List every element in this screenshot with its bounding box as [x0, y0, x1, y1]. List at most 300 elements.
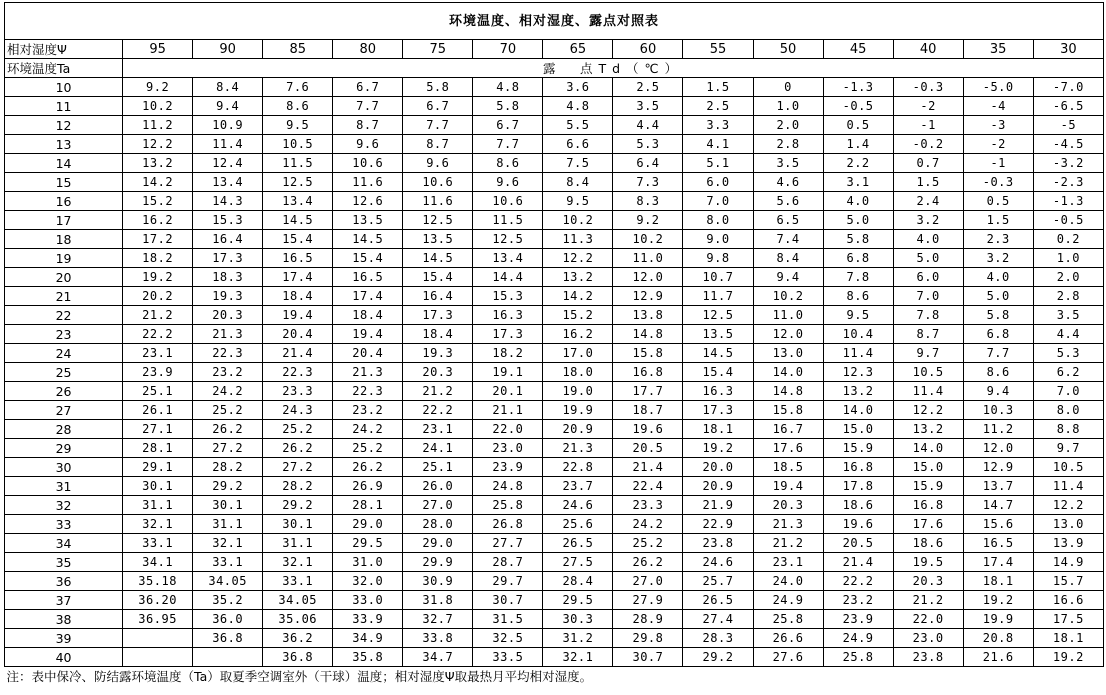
dew-point-cell: 6.8: [963, 325, 1033, 344]
humidity-header-cell: 30: [1033, 40, 1103, 59]
dew-point-cell: 29.1: [123, 458, 193, 477]
dew-point-cell: 12.4: [193, 154, 263, 173]
dew-point-cell: 7.8: [823, 268, 893, 287]
dew-point-cell: 15.2: [123, 192, 193, 211]
dew-point-cell: -0.3: [893, 78, 963, 97]
dew-point-cell: 11.4: [823, 344, 893, 363]
dew-point-cell: 13.2: [823, 382, 893, 401]
dew-point-cell: 20.9: [683, 477, 753, 496]
dew-point-cell: 1.4: [823, 135, 893, 154]
dew-point-cell: 13.2: [543, 268, 613, 287]
dew-point-cell: 19.2: [683, 439, 753, 458]
dew-point-cell: 7.7: [333, 97, 403, 116]
dew-point-cell: 1.0: [1033, 249, 1103, 268]
dew-point-cell: 36.20: [123, 591, 193, 610]
dew-point-cell: 9.4: [753, 268, 823, 287]
dew-point-cell: 18.1: [1033, 629, 1103, 648]
table-row: [5, 420, 1104, 439]
dew-point-cell: 26.0: [403, 477, 473, 496]
dew-point-cell: 32.1: [123, 515, 193, 534]
dew-point-cell: 22.2: [823, 572, 893, 591]
dew-point-cell: 27.1: [123, 420, 193, 439]
dew-point-cell: 7.8: [893, 306, 963, 325]
ambient-temperature-cell: 34: [5, 534, 123, 553]
dew-point-cell: 9.7: [1033, 439, 1103, 458]
dew-point-cell: 19.4: [753, 477, 823, 496]
dew-point-cell: 12.9: [963, 458, 1033, 477]
dew-point-cell: 3.5: [1033, 306, 1103, 325]
dew-point-cell: 3.3: [683, 116, 753, 135]
dew-point-cell: 15.4: [683, 363, 753, 382]
dew-point-cell: 2.5: [683, 97, 753, 116]
dew-point-cell: 11.3: [543, 230, 613, 249]
dew-point-cell: 3.2: [893, 211, 963, 230]
dew-point-cell: 23.9: [123, 363, 193, 382]
dew-point-cell: 35.18: [123, 572, 193, 591]
dew-point-cell: 6.8: [823, 249, 893, 268]
dew-point-cell: 33.5: [473, 648, 543, 667]
dew-point-cell: 24.6: [683, 553, 753, 572]
dew-point-cell: 2.0: [1033, 268, 1103, 287]
dew-point-cell: 5.8: [473, 97, 543, 116]
ambient-temperature-cell: 14: [5, 154, 123, 173]
dew-point-cell: 22.2: [123, 325, 193, 344]
dew-point-cell: 26.9: [333, 477, 403, 496]
dew-point-cell: 24.2: [613, 515, 683, 534]
dew-point-cell: 2.8: [753, 135, 823, 154]
dew-point-cell: 15.3: [473, 287, 543, 306]
dew-point-cell: -0.3: [963, 173, 1033, 192]
dew-point-cell: 26.2: [613, 553, 683, 572]
dew-point-cell: 6.2: [1033, 363, 1103, 382]
dew-point-cell: 24.2: [193, 382, 263, 401]
table-row: [5, 230, 1104, 249]
dew-point-cell: 16.2: [543, 325, 613, 344]
dew-point-cell: 5.6: [753, 192, 823, 211]
dew-point-cell: 20.3: [753, 496, 823, 515]
dew-point-cell: 8.4: [753, 249, 823, 268]
dew-point-cell: 2.2: [823, 154, 893, 173]
ambient-temperature-cell: 13: [5, 135, 123, 154]
dew-point-cell: 27.9: [613, 591, 683, 610]
dew-point-cell: 9.4: [193, 97, 263, 116]
dew-point-cell: 13.5: [403, 230, 473, 249]
table-row: [5, 610, 1104, 629]
dew-point-cell: 25.8: [823, 648, 893, 667]
dew-point-cell: -1.3: [823, 78, 893, 97]
dew-point-cell: 23.8: [683, 534, 753, 553]
dew-point-cell: 22.0: [473, 420, 543, 439]
dew-point-cell: 19.3: [403, 344, 473, 363]
dew-point-cell: -3.2: [1033, 154, 1103, 173]
table-row: [5, 382, 1104, 401]
dew-point-cell: 12.0: [613, 268, 683, 287]
dew-point-cell: 17.5: [1033, 610, 1103, 629]
dew-point-cell: 28.7: [473, 553, 543, 572]
dew-point-cell: 14.0: [753, 363, 823, 382]
dew-point-cell: 24.2: [333, 420, 403, 439]
dew-point-cell: 35.06: [263, 610, 333, 629]
dew-point-cell: 9.5: [263, 116, 333, 135]
table-row: [5, 496, 1104, 515]
dew-point-cell: 25.8: [473, 496, 543, 515]
dew-point-cell: 27.2: [263, 458, 333, 477]
dew-point-cell: 29.0: [403, 534, 473, 553]
dew-point-cell: 5.3: [1033, 344, 1103, 363]
ambient-temperature-cell: 24: [5, 344, 123, 363]
dew-point-cell: 34.9: [333, 629, 403, 648]
dew-point-cell: 9.6: [403, 154, 473, 173]
dew-point-cell: 34.1: [123, 553, 193, 572]
dew-point-cell: 23.3: [263, 382, 333, 401]
dew-point-cell: 1.0: [753, 97, 823, 116]
dew-point-cell: 16.5: [333, 268, 403, 287]
dew-point-cell: 23.7: [543, 477, 613, 496]
dew-point-cell: 24.9: [753, 591, 823, 610]
dew-point-cell: 14.5: [333, 230, 403, 249]
dew-point-cell: 29.2: [263, 496, 333, 515]
dew-point-cell: 17.6: [893, 515, 963, 534]
ambient-temperature-cell: 12: [5, 116, 123, 135]
dew-point-cell: 8.8: [1033, 420, 1103, 439]
dew-point-cell: 17.3: [683, 401, 753, 420]
dew-point-cell: -3: [963, 116, 1033, 135]
dew-point-cell: 22.2: [403, 401, 473, 420]
dew-point-cell: 20.4: [263, 325, 333, 344]
dew-point-cell: 29.5: [333, 534, 403, 553]
dew-point-cell: 18.2: [473, 344, 543, 363]
humidity-header-cell: 90: [193, 40, 263, 59]
dew-point-cell: 7.7: [403, 116, 473, 135]
table-row: [5, 211, 1104, 230]
dew-point-cell: 17.4: [963, 553, 1033, 572]
dew-point-cell: 22.3: [333, 382, 403, 401]
table-row: [5, 458, 1104, 477]
dew-point-cell: 32.1: [263, 553, 333, 572]
dew-point-cell: 33.0: [333, 591, 403, 610]
dew-point-cell: 10.5: [263, 135, 333, 154]
dew-point-cell: 29.2: [193, 477, 263, 496]
dew-point-cell: 15.4: [333, 249, 403, 268]
dew-point-cell: 24.9: [823, 629, 893, 648]
dew-point-cell: 14.5: [683, 344, 753, 363]
table-row: [5, 192, 1104, 211]
dew-point-cell: 19.2: [123, 268, 193, 287]
dew-point-cell: 7.7: [963, 344, 1033, 363]
dew-point-cell: 26.2: [193, 420, 263, 439]
dew-point-cell: 12.6: [333, 192, 403, 211]
dew-point-cell: 6.0: [683, 173, 753, 192]
dew-point-cell: 16.5: [963, 534, 1033, 553]
dew-point-cell: 28.1: [333, 496, 403, 515]
dew-point-cell: 4.0: [893, 230, 963, 249]
humidity-header-cell: 45: [823, 40, 893, 59]
dew-point-cell: 28.2: [193, 458, 263, 477]
dew-point-cell: 25.1: [123, 382, 193, 401]
dew-point-cell: 31.1: [193, 515, 263, 534]
dew-point-cell: 18.3: [193, 268, 263, 287]
dew-point-cell: 10.6: [473, 192, 543, 211]
dew-point-cell: -4.5: [1033, 135, 1103, 154]
dew-point-cell: 16.2: [123, 211, 193, 230]
ambient-temperature-cell: 21: [5, 287, 123, 306]
dew-point-cell: 31.0: [333, 553, 403, 572]
humidity-header-cell: 70: [473, 40, 543, 59]
title-row: [5, 3, 1104, 40]
table-row: [5, 97, 1104, 116]
dew-point-cell: 10.6: [403, 173, 473, 192]
dew-point-cell: 17.4: [263, 268, 333, 287]
dew-point-cell: 31.1: [263, 534, 333, 553]
dew-point-cell: 25.2: [193, 401, 263, 420]
dew-point-cell: 3.5: [753, 154, 823, 173]
dew-point-cell: 10.4: [823, 325, 893, 344]
ambient-temperature-cell: 31: [5, 477, 123, 496]
dew-point-cell: 5.0: [823, 211, 893, 230]
dew-point-cell: 17.7: [613, 382, 683, 401]
dew-point-cell: 9.6: [333, 135, 403, 154]
dew-point-cell: 28.9: [613, 610, 683, 629]
dew-point-cell: 14.2: [543, 287, 613, 306]
dew-point-cell: 1.5: [893, 173, 963, 192]
dew-point-cell: 12.2: [123, 135, 193, 154]
dew-point-cell: 18.2: [123, 249, 193, 268]
ambient-temperature-cell: 37: [5, 591, 123, 610]
dew-point-cell: 14.0: [893, 439, 963, 458]
dew-point-cell: 1.5: [963, 211, 1033, 230]
dew-point-cell: 22.3: [263, 363, 333, 382]
dew-point-cell: 23.9: [473, 458, 543, 477]
dew-point-cell: 4.1: [683, 135, 753, 154]
dew-point-cell: 13.5: [683, 325, 753, 344]
dew-point-cell: 21.4: [613, 458, 683, 477]
ambient-temperature-cell: 16: [5, 192, 123, 211]
dew-point-cell: 18.1: [683, 420, 753, 439]
dew-point-cell: 9.2: [613, 211, 683, 230]
dew-point-cell: 21.2: [753, 534, 823, 553]
dew-point-cell: 30.3: [543, 610, 613, 629]
dew-point-cell: 10.5: [893, 363, 963, 382]
dew-point-cell: [123, 648, 193, 667]
dew-point-cell: 31.5: [473, 610, 543, 629]
dew-point-cell: 19.4: [263, 306, 333, 325]
note-row: [5, 667, 1104, 687]
dew-point-cell: 8.4: [193, 78, 263, 97]
dew-point-cell: 17.3: [193, 249, 263, 268]
dew-point-cell: 15.4: [263, 230, 333, 249]
dew-point-cell: 6.7: [473, 116, 543, 135]
dew-point-cell: 27.0: [403, 496, 473, 515]
dew-point-cell: 13.2: [123, 154, 193, 173]
dew-point-cell: 11.7: [683, 287, 753, 306]
dew-point-cell: 27.5: [543, 553, 613, 572]
dew-point-cell: 32.1: [193, 534, 263, 553]
dew-point-cell: 15.4: [403, 268, 473, 287]
dew-point-cell: -0.5: [1033, 211, 1103, 230]
dew-point-cell: 20.3: [893, 572, 963, 591]
dew-point-cell: 33.9: [333, 610, 403, 629]
dew-point-cell: 25.2: [263, 420, 333, 439]
ambient-temp-header-row: [5, 59, 1104, 78]
dew-point-cell: 5.0: [893, 249, 963, 268]
dew-point-cell: 16.8: [893, 496, 963, 515]
dew-point-cell: 2.3: [963, 230, 1033, 249]
dew-point-cell: 14.2: [123, 173, 193, 192]
dew-point-cell: 13.4: [193, 173, 263, 192]
dew-point-cell: 16.5: [263, 249, 333, 268]
dew-point-cell: 26.2: [333, 458, 403, 477]
dew-point-cell: 28.3: [683, 629, 753, 648]
dew-point-cell: 10.5: [1033, 458, 1103, 477]
dew-point-cell: 16.8: [823, 458, 893, 477]
dew-point-cell: 11.6: [333, 173, 403, 192]
dew-point-cell: 34.05: [263, 591, 333, 610]
dew-point-cell: 5.1: [683, 154, 753, 173]
dew-point-cell: 36.2: [263, 629, 333, 648]
dew-point-cell: 25.1: [403, 458, 473, 477]
dew-point-cell: 26.5: [543, 534, 613, 553]
dew-point-cell: 20.4: [333, 344, 403, 363]
dew-point-cell: 23.3: [613, 496, 683, 515]
ambient-temperature-cell: 27: [5, 401, 123, 420]
dew-point-cell: 18.7: [613, 401, 683, 420]
dew-point-cell: 24.8: [473, 477, 543, 496]
dew-point-cell: 10.6: [333, 154, 403, 173]
ambient-temperature-cell: 29: [5, 439, 123, 458]
dew-point-cell: 4.8: [473, 78, 543, 97]
ambient-temperature-label: 环境温度Ta: [5, 59, 123, 78]
dew-point-cell: 2.4: [893, 192, 963, 211]
dew-point-cell: 7.0: [1033, 382, 1103, 401]
dew-point-cell: 32.1: [543, 648, 613, 667]
dew-point-cell: 6.5: [753, 211, 823, 230]
dew-point-cell: 23.0: [473, 439, 543, 458]
table-row: [5, 439, 1104, 458]
dew-point-cell: 8.6: [263, 97, 333, 116]
dew-point-cell: 19.0: [543, 382, 613, 401]
dew-point-cell: 7.5: [543, 154, 613, 173]
table-row: [5, 401, 1104, 420]
ambient-temperature-cell: 20: [5, 268, 123, 287]
dew-point-cell: 29.5: [543, 591, 613, 610]
dew-point-cell: 30.7: [473, 591, 543, 610]
dew-point-cell: 12.9: [613, 287, 683, 306]
dew-point-cell: 9.0: [683, 230, 753, 249]
dew-point-cell: 24.6: [543, 496, 613, 515]
table-row: [5, 534, 1104, 553]
ambient-temperature-cell: 23: [5, 325, 123, 344]
ambient-temperature-cell: 32: [5, 496, 123, 515]
dew-point-cell: 12.5: [473, 230, 543, 249]
dew-point-cell: 14.8: [753, 382, 823, 401]
dew-point-cell: 30.9: [403, 572, 473, 591]
ambient-temperature-cell: 36: [5, 572, 123, 591]
dew-point-cell: 12.5: [403, 211, 473, 230]
dew-point-cell: 18.4: [333, 306, 403, 325]
dew-point-cell: [123, 629, 193, 648]
ambient-temperature-cell: 40: [5, 648, 123, 667]
dew-point-cell: 16.3: [473, 306, 543, 325]
dew-point-cell: 5.8: [403, 78, 473, 97]
dew-point-cell: -2.3: [1033, 173, 1103, 192]
dew-point-cell: 12.5: [263, 173, 333, 192]
dew-point-cell: 35.8: [333, 648, 403, 667]
dew-point-cell: 13.0: [1033, 515, 1103, 534]
dew-point-cell: 19.9: [963, 610, 1033, 629]
dew-point-cell: 13.7: [963, 477, 1033, 496]
ambient-temperature-cell: 35: [5, 553, 123, 572]
dew-point-cell: 4.8: [543, 97, 613, 116]
ambient-temperature-cell: 11: [5, 97, 123, 116]
dew-point-cell: 18.4: [403, 325, 473, 344]
dew-point-cell: 33.1: [123, 534, 193, 553]
dew-point-cell: 27.6: [753, 648, 823, 667]
dew-point-cell: 22.3: [193, 344, 263, 363]
dew-point-cell: 16.7: [753, 420, 823, 439]
dew-point-cell: 1.5: [683, 78, 753, 97]
dew-point-cell: 15.9: [893, 477, 963, 496]
dew-point-cell: 12.2: [543, 249, 613, 268]
dew-point-cell: 19.6: [823, 515, 893, 534]
dew-point-cell: 9.5: [823, 306, 893, 325]
table-row: [5, 591, 1104, 610]
dew-point-cell: 16.4: [193, 230, 263, 249]
dew-point-cell: 12.0: [753, 325, 823, 344]
dew-point-cell: 8.7: [333, 116, 403, 135]
dew-point-cell: 4.6: [753, 173, 823, 192]
table-row: [5, 154, 1104, 173]
ambient-temperature-cell: 15: [5, 173, 123, 192]
dew-point-cell: 26.5: [683, 591, 753, 610]
dew-point-cell: 15.2: [543, 306, 613, 325]
dew-point-cell: 17.3: [403, 306, 473, 325]
humidity-header-cell: 75: [403, 40, 473, 59]
dew-point-cell: 29.0: [333, 515, 403, 534]
dew-point-cell: 36.8: [193, 629, 263, 648]
dew-point-cell: 27.2: [193, 439, 263, 458]
dew-point-cell: 9.7: [893, 344, 963, 363]
dew-point-cell: 17.2: [123, 230, 193, 249]
dew-point-cell: 35.2: [193, 591, 263, 610]
dew-point-cell: 21.3: [543, 439, 613, 458]
dew-point-cell: 36.0: [193, 610, 263, 629]
dew-point-cell: 15.7: [1033, 572, 1103, 591]
dew-point-cell: 31.8: [403, 591, 473, 610]
dew-point-cell: 28.1: [123, 439, 193, 458]
table-row: [5, 572, 1104, 591]
dew-point-cell: 32.0: [333, 572, 403, 591]
dew-point-cell: 8.4: [543, 173, 613, 192]
dew-point-cell: 7.3: [613, 173, 683, 192]
dew-point-cell: 25.7: [683, 572, 753, 591]
dew-point-cell: 21.3: [193, 325, 263, 344]
dew-point-cell: 19.6: [613, 420, 683, 439]
dew-point-cell: 16.4: [403, 287, 473, 306]
table-row: [5, 287, 1104, 306]
dew-point-cell: 18.6: [893, 534, 963, 553]
dew-point-cell: 10.2: [753, 287, 823, 306]
table-row: [5, 629, 1104, 648]
dew-point-cell: 21.6: [963, 648, 1033, 667]
dew-point-cell: 21.1: [473, 401, 543, 420]
dew-point-cell: 23.1: [123, 344, 193, 363]
dew-point-cell: -5.0: [963, 78, 1033, 97]
dew-point-cell: 6.7: [403, 97, 473, 116]
ambient-temperature-cell: 38: [5, 610, 123, 629]
ambient-temperature-cell: 39: [5, 629, 123, 648]
dew-point-cell: 20.3: [193, 306, 263, 325]
dew-point-cell: 28.0: [403, 515, 473, 534]
